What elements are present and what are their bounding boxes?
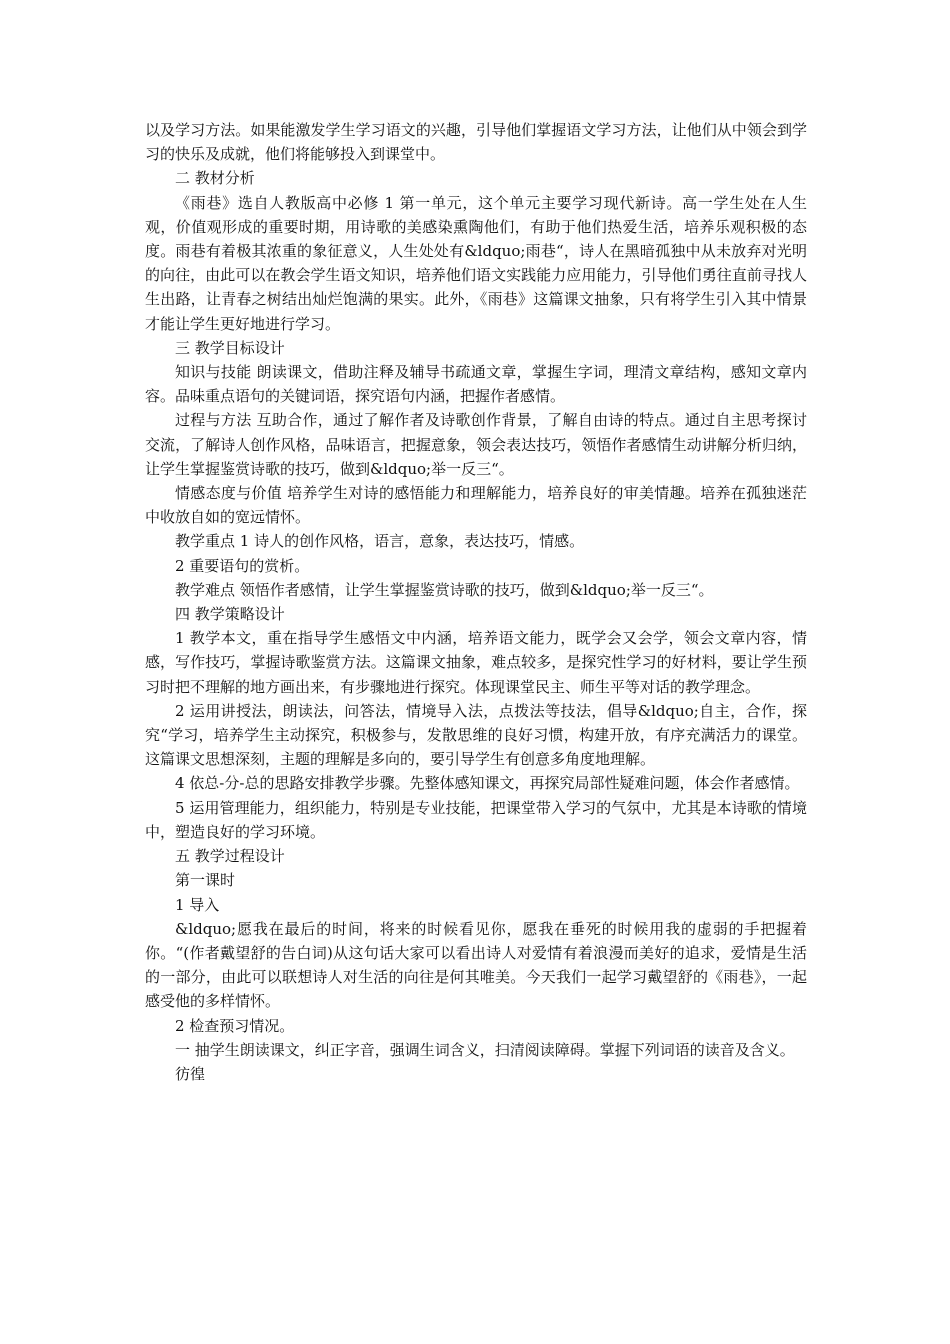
section-heading-textbook-analysis: 二 教材分析 xyxy=(175,169,255,188)
paragraph: 4 依总-分-总的思路安排教学步骤。先整体感知课文，再探究局部性疑难问题，体会作者感情。 xyxy=(175,774,800,793)
paragraph: 2 重要语句的赏析。 xyxy=(175,556,310,575)
paragraph: 5 运用管理能力，组织能力，特别是专业技能，把课堂带入学习的气氛中，尤其是本诗歌的情境中，塑造良好的学习环境。 xyxy=(145,798,807,841)
document-body xyxy=(145,118,807,1086)
paragraph: 《雨巷》选自人教版高中必修 1 第一单元，这个单元主要学习现代新诗。高一学生处在人生观，价值观形成的重要时期，用诗歌的美感染熏陶他们，有助于他们热爱生活，培养乐观积极的态度。雨巷有着极其浓重的象征意义，人生处处有&ldquo;雨巷“，诗人在黑暗孤独中从未放弃对光明的向往，由此可以在教会学生语文知识，培养他们语文实践能力应用能力，引导他们勇往直前寻找人生出路，让青春之树结出灿烂饱满的果实。此外，《雨巷》这篇课文抽象，只有将学生引入其中情景才能让学生更好地进行学习。 xyxy=(145,193,807,333)
section-heading-teaching-process: 五 教学过程设计 xyxy=(175,847,285,866)
paragraph: &ldquo;愿我在最后的时间，将来的时候看见你，愿我在垂死的时候用我的虚弱的手把握着你。“(作者戴望舒的告白词)从这句话大家可以看出诗人对爱情有着浪漫而美好的追求，爱情是生活的一部分，由此可以联想诗人对生活的向往是何其唯美。今天我们一起学习戴望舒的《雨巷》，一起感受他的多样情怀。 xyxy=(145,919,807,1011)
paragraph: 1 教学本文，重在指导学生感悟文中内涵，培养语文能力，既学会又会学，领会文章内容，情感，写作技巧，掌握诗歌鉴赏方法。这篇课文抽象，难点较多，是探究性学习的好材料，要让学生预习时把不理解的地方画出来，有步骤地进行探究。体现课堂民主、师生平等对话的教学理念。 xyxy=(145,629,807,696)
paragraph: 过程与方法 互助合作，通过了解作者及诗歌创作背景，了解自由诗的特点。通过自主思考探讨交流，了解诗人创作风格，品味语言，把握意象，领会表达技巧，领悟作者感情生动讲解分析归纳，让学生掌握鉴赏诗歌的技巧，做到&ldquo;举一反三“。 xyxy=(145,411,807,478)
paragraph: 以及学习方法。如果能激发学生学习语文的兴趣，引导他们掌握语文学习方法，让他们从中领会到学习的快乐及成就，他们将能够投入到课堂中。 xyxy=(145,121,807,164)
subheading-first-lesson: 第一课时 xyxy=(175,871,236,890)
paragraph: 教学难点 领悟作者感情，让学生掌握鉴赏诗歌的技巧，做到&ldquo;举一反三“。 xyxy=(175,580,714,599)
vocabulary-item: 彷徨 xyxy=(175,1064,206,1083)
paragraph: 2 运用讲授法，朗读法，问答法，情境导入法，点拨法等技法，倡导&ldquo;自主，合作，探究“学习，培养学生主动探究，积极参与，发散思维的良好习惯，构建开放，有序充满活力的课堂。这篇课文思想深刻，主题的理解是多向的，要引导学生有创意多角度地理解。 xyxy=(145,701,807,769)
paragraph: 知识与技能 朗读课文，借助注释及辅导书疏通文章，掌握生字词，理清文章结构，感知文章内容。品味重点语句的关键词语，探究语句内涵，把握作者感情。 xyxy=(145,363,807,406)
subheading-introduction: 1 导入 xyxy=(175,895,220,914)
paragraph: 情感态度与价值 培养学生对诗的感悟能力和理解能力，培养良好的审美情趣。培养在孤独迷茫中收放自如的宽远情怀。 xyxy=(145,484,807,527)
paragraph: 一 抽学生朗读课文，纠正字音，强调生词含义，扫清阅读障碍。掌握下列词语的读音及含义。 xyxy=(175,1040,795,1059)
section-heading-teaching-strategy: 四 教学策略设计 xyxy=(175,605,285,624)
subheading-check-preview: 2 检查预习情况。 xyxy=(175,1016,295,1035)
paragraph: 教学重点 1 诗人的创作风格，语言，意象，表达技巧，情感。 xyxy=(175,532,585,551)
section-heading-teaching-goals: 三 教学目标设计 xyxy=(175,338,285,357)
